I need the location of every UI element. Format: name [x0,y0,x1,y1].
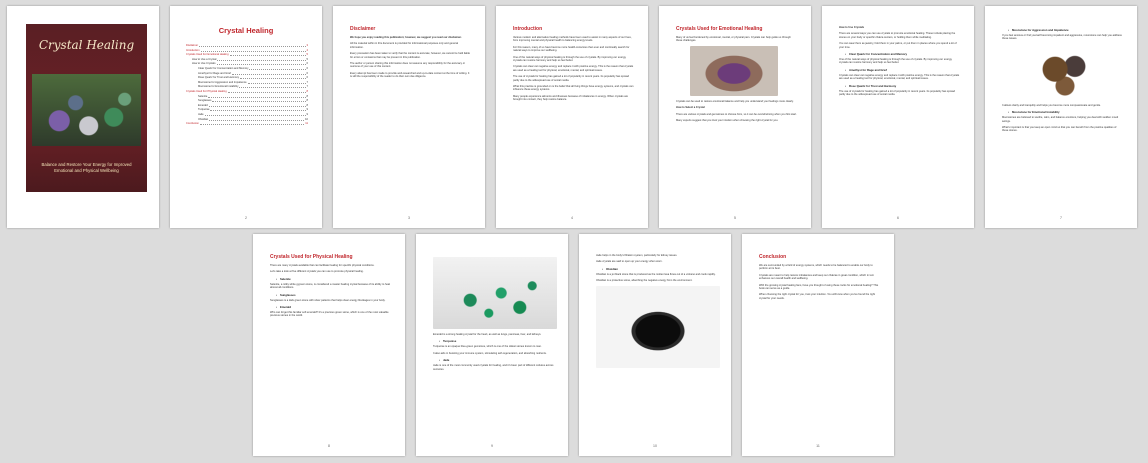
toc-entry-page: 6 [306,71,308,75]
toc-entry-page: 6 [306,76,308,80]
toc-entry-page: 8 [306,94,308,98]
toc-leader-dots [217,58,305,61]
paragraph: Jade crystals are said to open up your energy when worn. [596,260,663,264]
bullet-heading: • Selenite [276,277,391,281]
paragraph: One of the natural ways of physical healing is through the use of crystals. By improving our energy, crystals can restore harmony and help us feel better. [839,58,953,65]
toc-leader-dots [212,99,305,102]
toc-leader-dots [248,81,306,84]
bullet-heading: • Obsidian [602,267,717,271]
paragraph: What this practice is grounded on is the belief that all living things have energy systems, and crystals can influence these energy systems. [513,85,634,92]
toc-entry-label: Obsidian [198,117,209,121]
toc-leader-dots [200,122,304,125]
page-introduction[interactable] [496,6,648,228]
toc-entry-label: Conclusion [186,122,199,126]
toc-entry-page: 6 [306,62,308,66]
page-heading: Crystals Used for Physical Healing [270,254,353,260]
paragraph: All the material within in this document is provided for informational purposes only and general information. [350,42,458,49]
toc-entry-label: Emerald [198,103,208,107]
toc-leader-dots [199,44,305,47]
bullet-heading: • Sunglasses [276,293,391,297]
toc-entry-label: Turquoise [198,108,210,112]
paragraph: We are surrounded by a field of energy systems, which needs to be balanced to enable our body to perform at its best. [759,264,873,271]
paragraph: When choosing the right crystal for you, trust your intuition. You will know when you've found the right crystal for your needs. [759,293,875,300]
toc-entry-page: 8 [306,99,308,103]
toc-leader-dots [230,53,306,56]
subheading: How to Select a Crystal [676,106,705,110]
page-number: 5 [734,216,736,220]
page-how-to-use[interactable] [822,6,974,228]
paragraph: The author or person sharing this information does not assume any responsibility for the accuracy or outcome of your use of this content. [350,62,466,69]
toc-entry-page: 7 [306,80,308,84]
paragraph: If you feel anxious or find yourself becoming impatient and aggressive, moonstone can help you address these issues. [1002,34,1122,41]
paragraph: Who can forget this familiar soft emerald? It's a precious green stone, which is one of the most valuable precious stones in the world. [270,311,389,318]
paragraph: Many experts suggest that you trust your intuition when choosing the right crystal for you. [676,119,779,123]
page-heading: Conclusion [759,254,787,260]
paragraph: One of the natural ways of physical healing is through the use of crystals. By improving our energy, crystals can restore harmony and help us feel better. [513,55,627,63]
paragraph: Let's take a look at five different crystals you can use to promote physical healing. [270,270,364,274]
paragraph: Jade is one of the most commonly used crystals for healing, and it's been part of different cultures across centuries. [433,364,554,371]
toc-leader-dots [239,85,305,88]
paragraph: Emerald is a strong healing crystal for the heart, as well as lungs, pancreas, liver, and kidneys. [433,333,542,336]
toc-entry-label: Sunglasses [198,99,212,103]
paragraph: There are various crystals and gemstones to choose from, so it can be overwhelming when you first start. [676,112,797,116]
toc-title: Crystal Healing [218,26,274,35]
paragraph: Sunglasses is a dark green stone with silver patterns that helps clear energy blockages in your body. [270,298,386,302]
toc-entry-label: How to Use Crystals [192,62,216,66]
toc-entry-page: 4 [306,48,308,52]
page-number: 6 [897,216,899,220]
bullet-heading: • Turquoise [439,339,554,343]
toc-entry-label: Moonstone for Aggression and Impatience [198,80,247,84]
crystals-photo [32,74,141,146]
moonstone-photo [1032,44,1098,100]
toc-entry-page: 9 [306,112,308,116]
toc-entry-label: Disclaimer [186,44,199,47]
toc-entry-page: 8 [306,103,308,107]
page-number: 4 [571,216,573,220]
toc-entry-label: Rose Quartz for Trust and Harmony [198,76,240,80]
toc-entry-page: 10 [305,117,308,121]
toc-entry-label: Clear Quartz for Concentration and Memory [198,66,249,70]
page-cover[interactable] [7,6,159,228]
toc-entry-label: Amethyst for Rage and Grief [198,71,231,75]
obsidian-photo [596,286,720,368]
page-turquoise-jade[interactable] [416,234,568,456]
subheading: How to Use Crystals [839,26,865,29]
toc-entry-page: 7 [306,85,308,89]
toc-leader-dots [209,118,304,121]
page-emotional-healing[interactable] [659,6,811,228]
paragraph: Selenite, a milky white gypsum stone, is considered a master healing crystal because of its ability to heal almost all conditions. [270,282,390,290]
page-number: 2 [245,216,247,220]
cover-image [26,24,147,192]
toc-entry-page: 11 [305,122,308,126]
paragraph: Crystals can clear out negative energy and replace it with positive energy. This is the reason that crystals are used as a healing tool for physical, emotional, mental, and spiritual issues. [839,73,960,81]
page-heading: Disclaimer [350,26,376,32]
paragraph: With the growing crystal healing fans, have you thought of using these rocks for emotional healing? This book can serve as a guide. [759,283,879,291]
toc-entry-page: 6 [306,66,308,70]
toc-leader-dots [217,62,306,65]
paragraph: It also aids in boosting your immune system, stimulating self-regeneration, and absorbing nutrients. [433,351,547,355]
toc-leader-dots [208,95,305,98]
paragraph: Obsidian is a protective stone, absorbing the negative energy from the environment. [596,279,693,283]
bullet-heading: • Emerald [276,305,391,309]
toc-entry-label: Moonstone for Emotional Instability [198,85,239,89]
paragraph: There are many crystals available that can facilitate healing for specific physical conditions. [270,264,375,267]
page-number: 10 [653,444,657,448]
page-heading: Introduction [513,26,543,32]
page-physical-healing[interactable] [253,234,405,456]
bullet-heading: • Moonstone for Aggression and Impatience [1008,28,1123,32]
page-number: 3 [408,216,410,220]
page-toc[interactable] [170,6,322,228]
table-of-contents [186,44,308,127]
toc-entry[interactable] [186,122,308,127]
toc-entry-page: 5 [306,57,308,61]
cover-title: Crystal Healing [38,38,135,52]
toc-entry-page: 3 [306,44,308,47]
paragraph: Every attempt has been made to provide well-researched and up-to-date content at the time of writing. It is still the responsibility of the reader to do their own due diligence. [350,71,470,79]
toc-entry-label: Crystals Used For Emotional Healing [186,53,229,57]
page-disclaimer[interactable] [333,6,485,228]
paragraph: We hope you enjoy reading this publication; however, we suggest you read our disclaimer. [350,36,462,39]
amethyst-photo [690,46,778,96]
bullet-heading: • Jade [439,358,554,362]
paragraph: The use of crystals for healing has gained a lot of popularity in recent years. Its popularity has spread partly due to the widespread use of social media. [513,75,629,82]
toc-leader-dots [209,104,306,107]
page-number: 7 [1060,216,1062,220]
toc-leader-dots [249,67,305,70]
toc-entry-page: 8 [306,89,308,93]
page-conclusion[interactable] [742,234,894,456]
paragraph: Every precaution has been taken to verify that the content is accurate; however, we cannot be held liable for errors or omissions that may be present in this publication. [350,52,470,59]
paragraph: Many of us feel burdened by emotional, mental, or physical pain. Crystals can help guide us through these challenges. [676,36,791,43]
bullet-heading: • Clear Quartz for Concentration and Memory [845,52,960,56]
paragraph: Jade helps in the body's filtration system, particularly for kidney issues. [596,254,678,257]
paragraph: Turquoise is an opaque blue-green gemstone, which is one of the oldest stones known to man. [433,345,542,349]
paragraph: It allows clarity and tranquility and helps you become more compassionate and gentle. [1002,103,1101,107]
toc-entry-label: Introduction [186,48,200,52]
toc-leader-dots [232,72,306,75]
toc-entry-label: How to Use a Crystal [192,57,217,61]
toc-entry-label: Crystals Used For Physical Healing [186,89,227,93]
toc-entry-label: Jade [198,112,204,116]
paragraph: You can wear them as jewelry, hold them in your palms, or put them in places where you spend a lot of your time. [839,42,957,49]
toc-entry-page: 9 [306,108,308,112]
bullet-heading: • Amethyst for Rage and Grief [845,68,960,72]
page-number: 11 [816,444,820,448]
paragraph: The use of crystals for healing has gained a lot of popularity in recent years. Its popularity has spread partly due to the widespread use of social media. [839,89,955,97]
page-obsidian[interactable] [579,234,731,456]
toc-entry-label: Selenite [198,94,208,98]
paragraph: Many people experience ailments and illnesses because of imbalances in energy. When crystals are brought into contact, they help restore balance. [513,94,629,102]
toc-leader-dots [240,76,305,79]
paragraph: What's important is that you keep an open mind so that you can benefit from the positive qualities of these stones. [1002,126,1117,133]
paragraph: There are several ways you can use crystals to promote emotional healing. These include placing the stones on your body or specific chakra centers, or holding them while meditating. [839,32,956,39]
toc-leader-dots [205,113,306,116]
paragraph: Moonstones are believed to soothe, calm, and balance emotions, helping you deal with sudden mood swings. [1002,116,1119,123]
page-number: 8 [328,444,330,448]
page-moonstone[interactable] [985,6,1137,228]
paragraph: Crystals can clear out negative energy and replace it with positive energy. This is the reason that crystals are used as a healing tool for physical, emotional, mental, and spiritual issues. [513,65,634,72]
paragraph: Various modern and alternative healing methods have been used to assist in many aspects of our lives, from improving mental and physical health to balancing energy levels. [513,36,632,43]
toc-leader-dots [201,49,306,52]
page-number: 9 [491,444,493,448]
toc-leader-dots [210,108,305,111]
bullet-heading: • Moonstone for Emotional Instability [1008,110,1123,114]
cover-subtitle: Balance and Restore Your Energy for Improved Emotional and Physical Wellbeing [41,162,132,173]
paragraph: For this reason, many of us have become more health-conscious than ever and continually search for natural ways to improve our wellbeing. [513,45,630,53]
paragraph: Crystals are meant to help restore imbalances and keep our chakras in great condition, which in turn enhances our overall health and wellbeing. [759,273,875,281]
paragraph: Obsidian is a jet black stone that is produced as the molten lava flows out of a volcano and cools rapidly. [596,272,716,276]
emerald-photo [433,257,557,329]
bullet-heading: • Rose Quartz for Trust and Harmony [845,84,960,88]
toc-leader-dots [228,90,306,93]
page-heading: Crystals Used for Emotional Healing [676,26,763,32]
toc-entry-page: 5 [306,53,308,57]
paragraph: Crystals can be used to restore emotional balance and help you understand your feelings more clearly. [676,99,794,103]
